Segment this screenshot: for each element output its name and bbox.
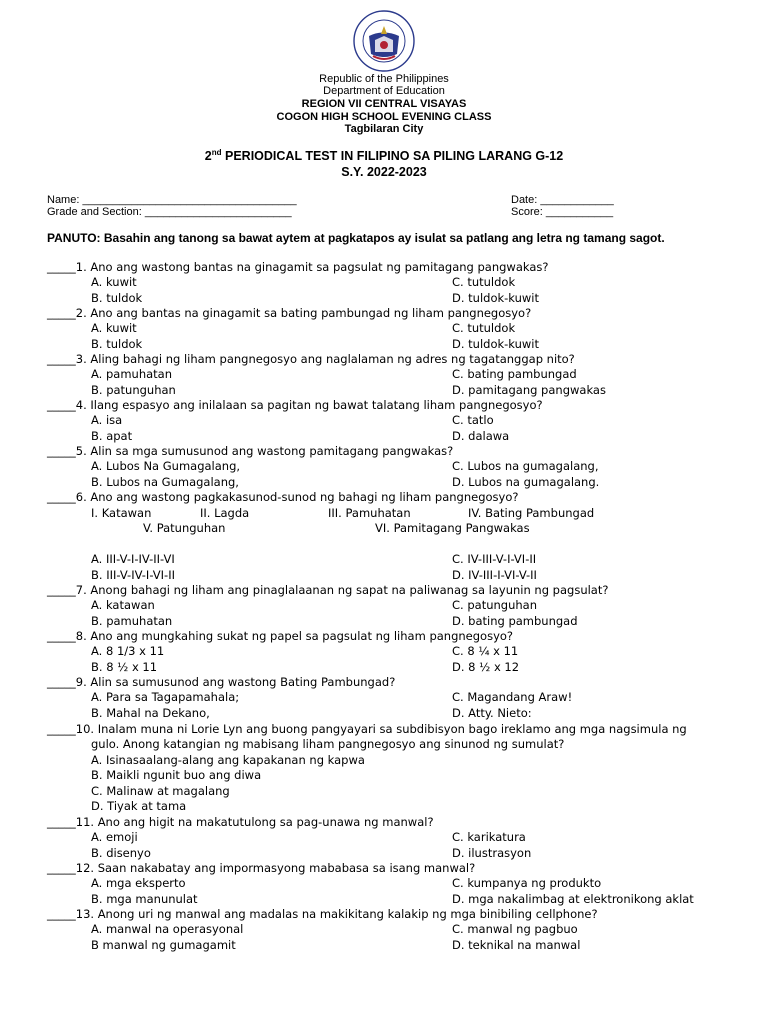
question-7: _____7. Anong bahagi ng liham ang pinaglalaanan ng sapat na paliwanag sa layunin ng pagsulat? — [47, 583, 609, 597]
q4-option-d: D. dalawa — [452, 429, 510, 443]
q6-part-6: VI. Pamitagang Pangwakas — [375, 521, 530, 535]
q1-option-a: A. kuwit — [91, 275, 137, 289]
title-number: 2 — [204, 149, 212, 164]
q2-option-a: A. kuwit — [91, 321, 137, 335]
q5-option-d: D. Lubos na gumagalang. — [452, 475, 600, 489]
q8-option-d: D. 8 ½ x 12 — [452, 660, 520, 674]
q10-option-b: B. Maikli ngunit buo ang diwa — [91, 768, 262, 782]
test-title — [0, 148, 768, 163]
title-text: PERIODICAL TEST IN FILIPINO SA PILING LARANG G-12 — [221, 149, 564, 164]
question-8: _____8. Ano ang mungkahing sukat ng papel sa pagsulat ng liham pangnegosyo? — [47, 629, 514, 643]
school-year: S.Y. 2022-2023 — [341, 165, 427, 179]
q3-option-d: D. pamitagang pangwakas — [452, 383, 606, 397]
q7-option-a: A. katawan — [91, 598, 155, 612]
q11-option-d: D. ilustrasyon — [452, 846, 532, 860]
q8-option-a: A. 8 1/3 x 11 — [91, 644, 165, 658]
q12-option-d: D. mga nakalimbag at elektronikong aklat — [452, 892, 694, 906]
question-10-continued: gulo. Anong katangian ng mabisang liham pangnegosyo ang sinunod ng sumulat? — [91, 737, 565, 751]
q3-option-c: C. bating pambungad — [452, 367, 577, 381]
title-ordinal-suffix: nd — [211, 148, 222, 157]
q1-option-b: B. tuldok — [91, 291, 143, 305]
q11-option-a: A. emoji — [91, 830, 138, 844]
q4-option-c: C. tatlo — [452, 413, 494, 427]
question-2: _____2. Ano ang bantas na ginagamit sa bating pambungad ng liham pangnegosyo? — [47, 306, 532, 320]
header-city: Tagbilaran City — [344, 123, 424, 135]
name-field[interactable]: Name: ___________________________________ — [47, 194, 297, 206]
grade-section-field[interactable]: Grade and Section: ________________________ — [47, 206, 292, 218]
q5-option-b: B. Lubos na Gumagalang, — [91, 475, 239, 489]
deped-seal-logo — [353, 10, 415, 72]
question-5: _____5. Alin sa mga sumusunod ang wastong pamitagang pangwakas? — [47, 444, 454, 458]
q7-option-c: C. patunguhan — [452, 598, 537, 612]
q12-option-c: C. kumpanya ng produkto — [452, 876, 602, 890]
q1-option-c: C. tutuldok — [452, 275, 516, 289]
question-12: _____12. Saan nakabatay ang impormasyong mababasa sa isang manwal? — [47, 861, 476, 875]
q10-option-d: D. Tiyak at tama — [91, 799, 187, 813]
q13-option-a: A. manwal na operasyonal — [91, 922, 244, 936]
q6-part-2: II. Lagda — [200, 506, 250, 520]
q12-option-a: A. mga eksperto — [91, 876, 186, 890]
q12-option-b: B. mga manunulat — [91, 892, 198, 906]
q1-option-d: D. tuldok-kuwit — [452, 291, 540, 305]
q10-option-c: C. Malinaw at magalang — [91, 784, 230, 798]
q9-option-a: A. Para sa Tagapamahala; — [91, 690, 240, 704]
date-field[interactable]: Date: ____________ — [511, 194, 614, 206]
question-10: _____10. Inalam muna ni Lorie Lyn ang buong pangyayari sa subdibisyon bago ireklamo ang mga nagsimula ng — [47, 722, 687, 736]
q6-part-1: I. Katawan — [91, 506, 152, 520]
q7-option-d: D. bating pambungad — [452, 614, 578, 628]
question-1: _____1. Ano ang wastong bantas na ginagamit sa pagsulat ng pamitagang pangwakas? — [47, 260, 549, 274]
q2-option-c: C. tutuldok — [452, 321, 516, 335]
q11-option-c: C. karikatura — [452, 830, 526, 844]
q2-option-d: D. tuldok-kuwit — [452, 337, 540, 351]
header-region: REGION VII CENTRAL VISAYAS — [301, 98, 467, 110]
q6-option-d: D. IV-III-I-VI-V-II — [452, 568, 537, 582]
q3-option-a: A. pamuhatan — [91, 367, 172, 381]
question-6: _____6. Ano ang wastong pagkakasunod-sunod ng bahagi ng liham pangnegosyo? — [47, 490, 519, 504]
question-11: _____11. Ano ang higit na makatutulong sa pag-unawa ng manwal? — [47, 815, 434, 829]
q10-option-a: A. Isinasaalang-alang ang kapakanan ng kapwa — [91, 753, 365, 767]
question-13: _____13. Anong uri ng manwal ang madalas na makikitang kalakip ng mga binibiling cellphone? — [47, 907, 598, 921]
q5-option-c: C. Lubos na gumagalang, — [452, 459, 599, 473]
header-department: Department of Education — [323, 85, 445, 97]
score-field[interactable]: Score: ___________ — [511, 206, 614, 218]
q6-option-b: B. III-V-IV-I-VI-II — [91, 568, 175, 582]
q11-option-b: B. disenyo — [91, 846, 151, 860]
q9-option-c: C. Magandang Araw! — [452, 690, 573, 704]
q5-option-a: A. Lubos Na Gumagalang, — [91, 459, 241, 473]
instructions: PANUTO: Basahin ang tanong sa bawat aytem at pagkatapos ay isulat sa patlang ang letra ng tamang sagot. — [47, 231, 665, 245]
q3-option-b: B. patunguhan — [91, 383, 176, 397]
q9-option-d: D. Atty. Nieto: — [452, 706, 532, 720]
q6-option-c: C. IV-III-V-I-VI-II — [452, 552, 537, 566]
question-3: _____3. Aling bahagi ng liham pangnegosyo ang naglalaman ng adres ng tagatanggap nito? — [47, 352, 575, 366]
header-republic: Republic of the Philippines — [319, 73, 449, 85]
question-4: _____4. Ilang espasyo ang inilalaan sa pagitan ng bawat talatang liham pangnegosyo? — [47, 398, 543, 412]
q7-option-b: B. pamuhatan — [91, 614, 173, 628]
q6-part-5: V. Patunguhan — [143, 521, 226, 535]
q2-option-b: B. tuldok — [91, 337, 143, 351]
q13-option-c: C. manwal ng pagbuo — [452, 922, 578, 936]
q9-option-b: B. Mahal na Dekano, — [91, 706, 210, 720]
question-9: _____9. Alin sa sumusunod ang wastong Bating Pambungad? — [47, 675, 396, 689]
q6-option-a: A. III-V-I-IV-II-VI — [91, 552, 175, 566]
q13-option-d: D. teknikal na manwal — [452, 938, 581, 952]
q8-option-c: C. 8 ¼ x 11 — [452, 644, 519, 658]
q13-option-b: B manwal ng gumagamit — [91, 938, 236, 952]
q6-part-4: IV. Bating Pambungad — [468, 506, 595, 520]
header-school: COGON HIGH SCHOOL EVENING CLASS — [276, 111, 492, 123]
q4-option-a: A. isa — [91, 413, 123, 427]
q4-option-b: B. apat — [91, 429, 133, 443]
q6-part-3: III. Pamuhatan — [328, 506, 411, 520]
q8-option-b: B. 8 ½ x 11 — [91, 660, 158, 674]
